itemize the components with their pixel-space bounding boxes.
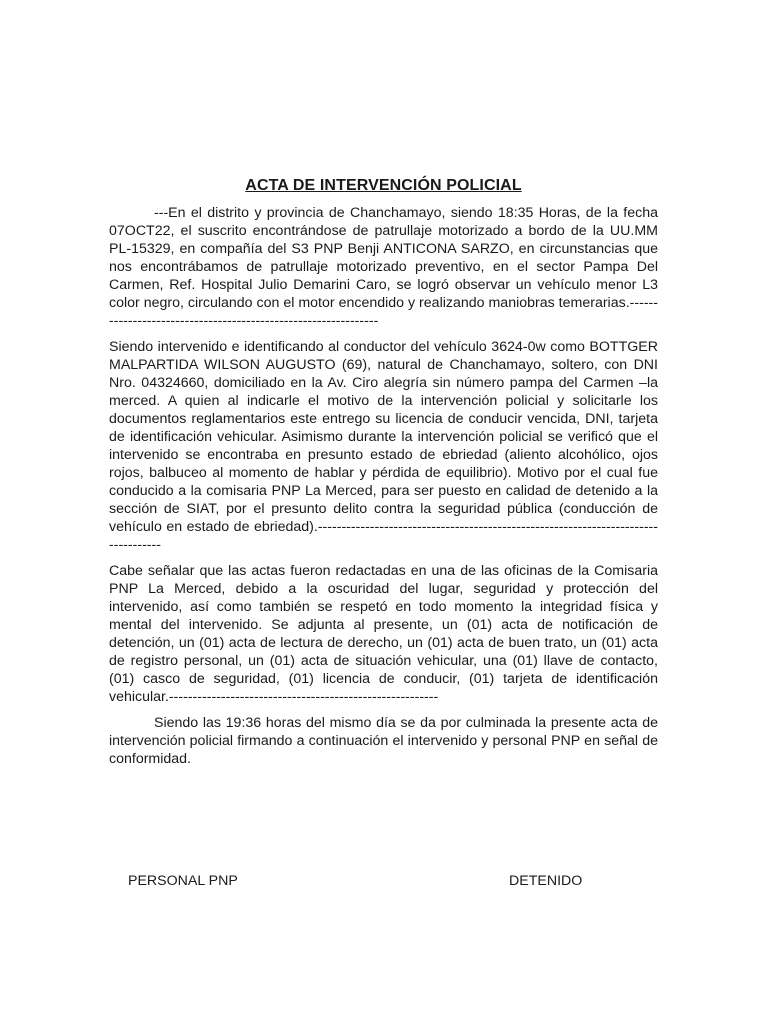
signature-label-personal-pnp: PERSONAL PNP: [128, 873, 238, 889]
paragraph-closing: Siendo las 19:36 horas del mismo día se da por culminada la presente acta de intervención policial firmando a continuación el intervenido y personal PNP en señal de conformidad.: [109, 715, 658, 767]
paragraph-intro: ---En el distrito y provincia de Chanchamayo, siendo 18:35 Horas, de la fecha 07OCT22, el suscrito encontrándose de patrullaje motorizado a bordo de la UU.MM PL-15329, en compañía del S3 PNP Benji ANTICONA SARZO, en circunstancias que nos encontrábamos de patrullaje motorizado preventivo, en el sector Pampa Del Carmen, Ref. Hospital Julio Demarini Caro, se logró observar un vehículo menor L3 color negro, circulando con el motor encendido y realizando maniobras temerarias.---------------------------------------------------------------: [109, 205, 658, 329]
paragraph-identification: Siendo intervenido e identificando al conductor del vehículo 3624-0w como BOTTGER MALPARTIDA WILSON AUGUSTO (69), natural de Chanchamayo, soltero, con DNI Nro. 04324660, domiciliado en la Av. Ciro alegría sin número pampa del Carmen –la merced. A quien al indicarle el motivo de la intervención policial y solicitarle los documentos reglamentarios este entrego su licencia de conducir vencida, DNI, tarjeta de identificación vehicular. Asimismo durante la intervención policial se verificó que el intervenido se encontraba en presunto estado de ebriedad (aliento alcohólico, ojos rojos, balbuceo al momento de hablar y pérdida de equilibrio). Motivo por el cual fue conducido a la comisaria PNP La Merced, para ser puesto en calidad de detenido a la sección de SIAT, por el presunto delito contra la seguridad pública (conducción de vehículo en estado de ebriedad).-----------------------------------------------------------------------------------: [109, 339, 658, 553]
signature-label-detenido: DETENIDO: [509, 873, 583, 889]
document-title: ACTA DE INTERVENCIÓN POLICIAL: [245, 177, 522, 194]
document-body: [109, 177, 658, 776]
paragraph-attachments: Cabe señalar que las actas fueron redactadas en una de las oficinas de la Comisaria PNP La Merced, debido a la oscuridad del lugar, seguridad y protección del intervenido, así como también se respetó en todo momento la integridad física y mental del intervenido. Se adjunta al presente, un (01) acta de notificación de detención, un (01) acta de lectura de derecho, un (01) acta de buen trato, un (01) acta de registro personal, un (01) acta de situación vehicular, una (01) llave de contacto, (01) casco de seguridad, (01) licencia de conducir, (01) tarjeta de identificación vehicular.---------------------------------------------------------: [109, 563, 658, 705]
